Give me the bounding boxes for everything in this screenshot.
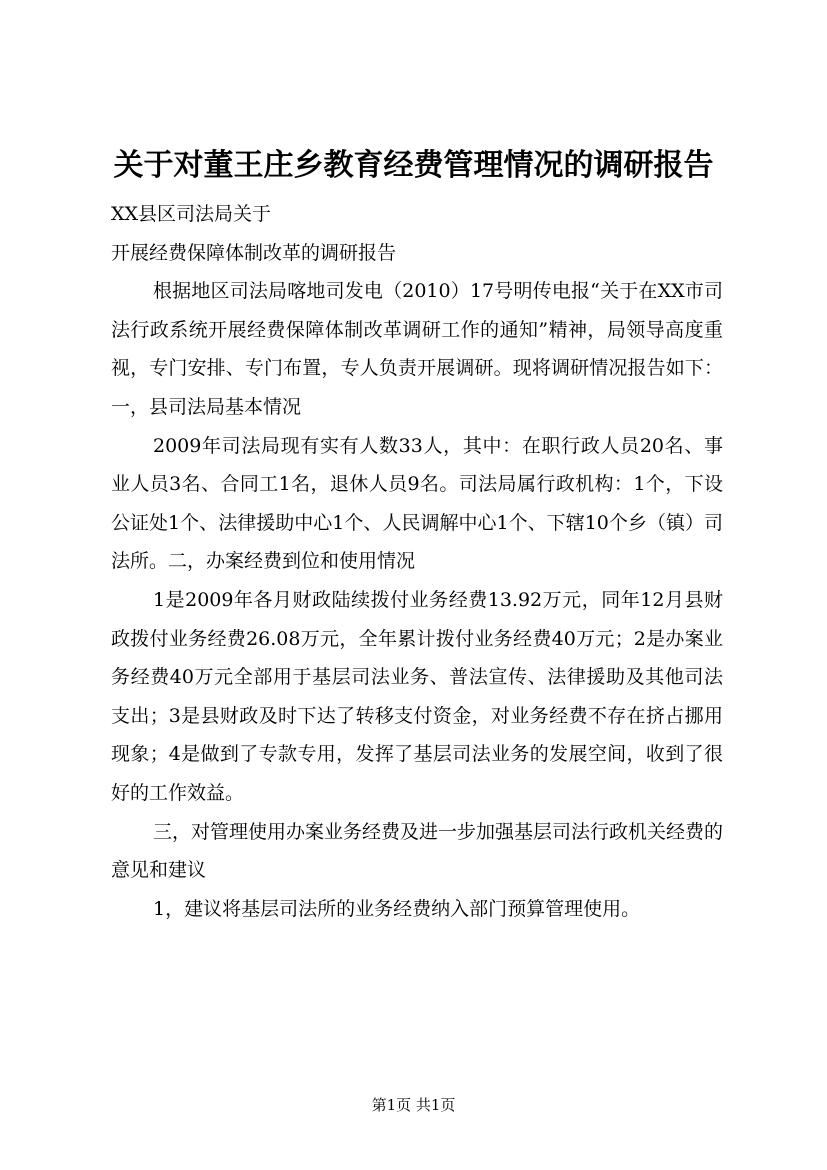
- document-body: [111, 195, 723, 928]
- subtitle-line-2: 开展经费保障体制改革的调研报告: [111, 241, 397, 264]
- paragraph-5: 1，建议将基层司法所的业务经费纳入部门预算管理使用。: [153, 897, 641, 920]
- page-footer: 第1页 共1页: [371, 1096, 456, 1114]
- paragraph-3: 1是2009年各月财政陆续拨付业务经费13.92万元，同年12月县财政拨付业务经费26.08万元，全年累计拨付业务经费40万元；2是办案业务经费40万元全部用于基层司法业务、普法宣传、法律援助及其他司法支出；3是县财政及时下达了转移支付资金，对业务经费不存在挤占挪用现象；4是做到了专款专用，发挥了基层司法业务的发展空间，收到了很好的工作效益。: [111, 588, 723, 804]
- subtitle-line-1: XX县区司法局关于: [111, 203, 272, 225]
- paragraph-1: 根据地区司法局喀地司发电（2010）17号明传电报“关于在XX市司法行政系统开展经费保障体制改革调研工作的通知”精神，局领导高度重视，专门安排、专门布置，专人负责开展调研。现将调研情况报告如下：一，县司法局基本情况: [111, 280, 723, 418]
- paragraph-4: 三，对管理使用办案业务经费及进一步加强基层司法行政机关经费的意见和建议: [111, 820, 724, 882]
- document-title: 关于对董王庄乡教育经费管理情况的调研报告: [113, 148, 714, 183]
- paragraph-2: 2009年司法局现有实有人数33人，其中：在职行政人员20名、事业人员3名、合同工1名，退休人员9名。司法局属行政机构：1个，下设公证处1个、法律援助中心1个、人民调解中心1个、下辖10个乡（镇）司法所。二，办案经费到位和使用情况: [111, 434, 723, 573]
